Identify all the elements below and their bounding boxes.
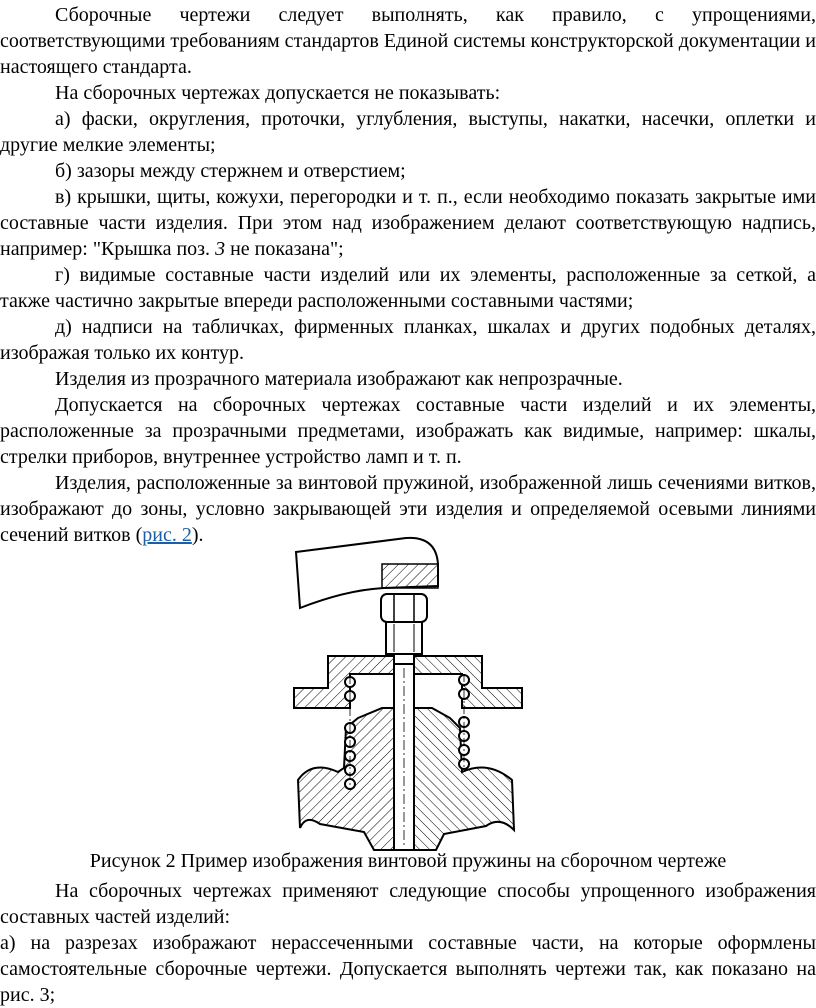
paragraph: [0, 184, 816, 262]
figure-caption: Рисунок 2 Пример изображения винтовой пружины на сборочном чертеже: [89, 850, 727, 872]
paragraph-text: Изделия, расположенные за винтовой пружиной, изображенной лишь сечениями витков, изображают до зоны, условно закрывающей эти изделия и определяемой осевыми линиями сечений витков (: [0, 472, 816, 546]
paragraph: На сборочных чертежах допускается не показывать:: [55, 82, 501, 104]
nut: [381, 594, 427, 622]
paragraph: б) зазоры между стержнем и отверстием;: [55, 160, 406, 182]
body-text-continued: [0, 878, 816, 1008]
italic-number: 3: [215, 238, 226, 260]
gland: [386, 622, 422, 654]
handle-hub: [382, 564, 438, 588]
paragraph-text: не показана";: [225, 238, 344, 260]
paragraph: Допускается на сборочных чертежах составные части изделий и их элементы, расположенные за прозрачными предметами, изображать как видимые, например: шкалы, стрелки приборов, внутреннее устройство ламп и т. п.: [0, 394, 816, 468]
spring-assembly-drawing: [286, 528, 536, 856]
paragraph: Сборочные чертежи следует выполнять, как правило, с упрощениями, соответствующими требованиям стандартов Единой системы конструкторской документации и настоящего стандарта.: [0, 4, 816, 78]
paragraph: д) надписи на табличках, фирменных планках, шкалах и других подобных деталях, изображая только их контур.: [0, 316, 816, 364]
paragraph: а) фаски, округления, проточки, углубления, выступы, накатки, насечки, оплетки и другие мелкие элементы;: [0, 108, 816, 156]
body-text: [0, 2, 816, 548]
paragraph: а) на разрезах изображают нерассеченными составные части, на которые оформлены самостоятельные сборочные чертежи. Допускается выполнять чертежи так, как показано на рис. 3;: [0, 932, 816, 1006]
paragraph-text: в) крышки, щиты, кожухи, перегородки и т. п., если необходимо показать закрытые ими составные части изделия. При этом над изображением делают соответствующую надпись, например: "Крышка поз.: [0, 186, 816, 260]
paragraph-text: ).: [191, 524, 204, 546]
figure-link[interactable]: рис. 2: [142, 524, 192, 546]
paragraph: Изделия из прозрачного материала изображают как непрозрачные.: [55, 368, 623, 390]
paragraph: На сборочных чертежах применяют следующие способы упрощенного изображения составных частей изделий:: [0, 880, 816, 928]
paragraph: г) видимые составные части изделий или их элементы, расположенные за сеткой, а также частично закрытые впереди расположенными составными частями;: [0, 264, 816, 312]
